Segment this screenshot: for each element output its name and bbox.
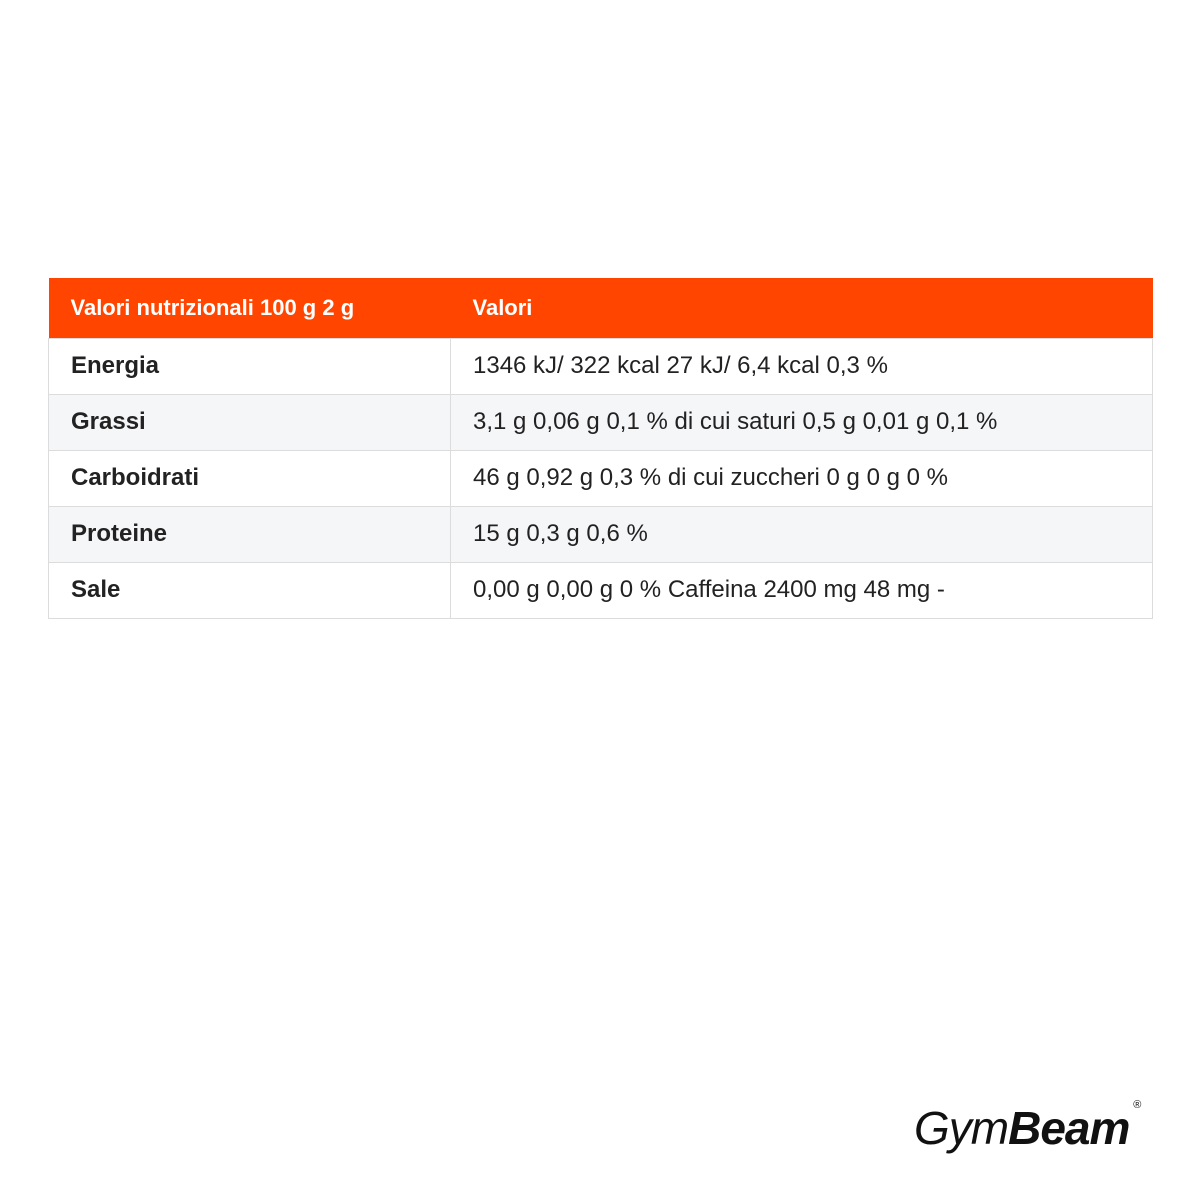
- nutrient-value: 15 g 0,3 g 0,6 %: [451, 506, 1153, 562]
- nutrient-name: Proteine: [49, 506, 451, 562]
- table-row: [49, 394, 1153, 450]
- nutrient-value: 46 g 0,92 g 0,3 % di cui zuccheri 0 g 0 g 0 %: [451, 450, 1153, 506]
- table-header-row: [49, 278, 1153, 338]
- nutrient-value: 1346 kJ/ 322 kcal 27 kJ/ 6,4 kcal 0,3 %: [451, 338, 1153, 394]
- brand-logo: [914, 1098, 1142, 1158]
- table-row: [49, 506, 1153, 562]
- nutrient-value: 3,1 g 0,06 g 0,1 % di cui saturi 0,5 g 0,01 g 0,1 %: [451, 394, 1153, 450]
- nutrition-table: [48, 278, 1153, 619]
- table-row: [49, 450, 1153, 506]
- brand-name-beam: Beam: [1008, 1102, 1130, 1154]
- nutrient-value: 0,00 g 0,00 g 0 % Caffeina 2400 mg 48 mg -: [451, 562, 1153, 618]
- registered-trademark-icon: ®: [1133, 1099, 1142, 1111]
- header-values: Valori: [451, 278, 1153, 338]
- nutrient-name: Sale: [49, 562, 451, 618]
- brand-name-gym: Gym: [914, 1102, 1009, 1154]
- table-row: [49, 562, 1153, 618]
- header-nutritional-values: Valori nutrizionali 100 g 2 g: [49, 278, 451, 338]
- nutrient-name: Energia: [49, 338, 451, 394]
- nutrient-name: Grassi: [49, 394, 451, 450]
- nutrient-name: Carboidrati: [49, 450, 451, 506]
- table-row: [49, 338, 1153, 394]
